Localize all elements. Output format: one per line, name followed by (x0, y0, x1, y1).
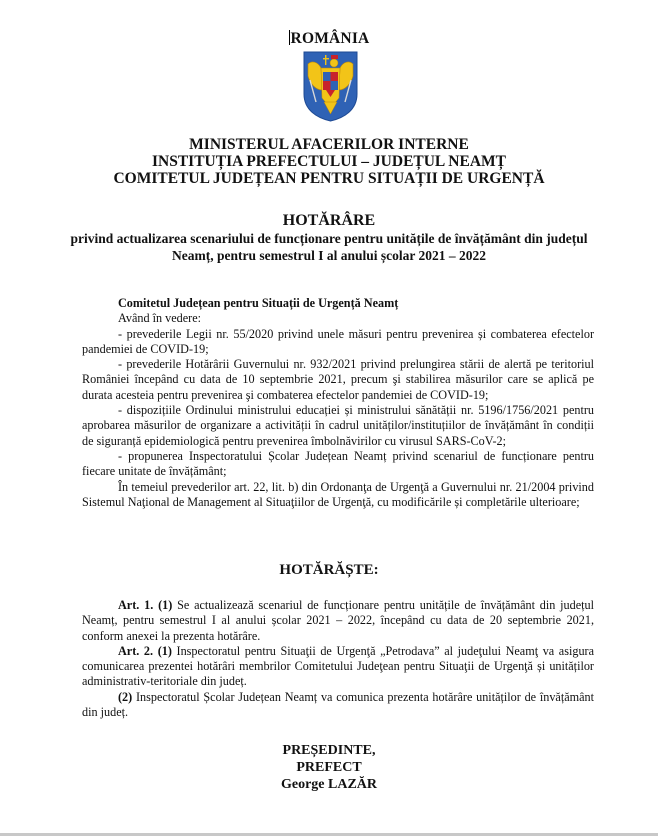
preamble (82, 296, 594, 510)
country-heading (0, 30, 658, 48)
paragraph-label: (1) (158, 598, 173, 612)
signatory-role: PREȘEDINTE, (282, 743, 376, 758)
signatory-name: George LAZĂR (280, 777, 378, 792)
articles (82, 598, 594, 720)
article-2 (82, 644, 594, 690)
preamble-item: - prevederile Hotărârii Guvernului nr. 932/2021 privind prelungirea stării de alertă pe teritoriul României începând cu data de 10 septembrie 2021, precum şi stabilirea măsurilor care se aplică pe durata acesteia pentru prevenirea şi combaterea efectelor pandemiei de COVID-19; (82, 357, 594, 402)
committee-line: COMITETUL JUDEȚEAN PENTRU SITUAȚII DE URGENȚĂ (113, 170, 545, 187)
article-text: Inspectoratul Școlar Județean Neamț va comunica prezenta hotărâre unităților de învățământ din județ. (82, 689, 594, 720)
article-2-paragraph-2 (82, 690, 594, 721)
article-1 (82, 598, 594, 644)
preamble-intro: Având în vedere: (118, 311, 202, 326)
legal-basis: În temeiul prevederilor art. 22, lit. b) din Ordonanţa de Urgenţă a Guvernului nr. 21/2004 privind Sistemul Naţional de Management al Situaţiilor de Urgenţă, cu modificările și completările ulterioare; (82, 479, 594, 509)
article-text: Inspectoratul pentru Situaţii de Urgenţă „Petrodava” al judeţului Neamţ va asigura comunicarea prezentei hotărâri membrilor Comitetului Judeţean pentru Situaţii de Urgenţă și unităților administrativ-teritoriale din județ. (82, 643, 594, 689)
institution-header (0, 136, 658, 187)
text-cursor (289, 30, 290, 45)
romania-coat-of-arms-icon (302, 50, 359, 122)
issuer-line: Comitetul Județean pentru Situații de Urgență Neamț (118, 296, 399, 310)
paragraph-label: (2) (118, 689, 133, 704)
preamble-item: - propunerea Inspectoratului Școlar Județean Neamț privind scenariul de funcționare pentru fiecare unitate de învățământ; (82, 448, 594, 479)
signatory-title: PREFECT (296, 760, 362, 775)
prefecture-line: INSTITUȚIA PREFECTULUI – JUDEȚUL NEAMȚ (152, 153, 506, 170)
article-label: Art. 2. (118, 643, 154, 658)
resolution-heading: HOTĂRĂȘTE: (279, 562, 379, 578)
decision-title: HOTĂRÂRE (282, 212, 376, 229)
ministry-line: MINISTERUL AFACERILOR INTERNE (189, 136, 469, 153)
country-name: ROMÂNIA (290, 30, 370, 47)
paragraph-label: (1) (157, 643, 172, 658)
decision-subtitle: privind actualizarea scenariului de funcționare pentru unitățile de învățământ din județul Neamț, pentru semestrul I al anului școlar 2021 – 2022 (70, 231, 588, 263)
signature-block (0, 742, 658, 793)
preamble-item: - dispozițiile Ordinului ministrului educației și ministrului sănătății nr. 5196/1756/2021 pentru aprobarea măsurilor de organizare a activității în cadrul unităților/instituțiilor de învățământ în condiții de siguranță epidemiologică pentru prevenirea îmbolnăvirilor cu virusul SARS-CoV-2; (82, 403, 594, 448)
article-label: Art. 1. (118, 598, 154, 612)
article-text: Se actualizează scenariul de funcționare pentru unitățile de învățământ din județul Neamț, pentru semestrul I al anului școlar 2021 – 2022, începând cu data de 20 septembrie 2021, conform anexei la prezenta hotărâre. (82, 598, 594, 643)
preamble-item: - prevederile Legii nr. 55/2020 privind unele măsuri pentru prevenirea și combaterea efectelor pandemiei de COVID-19; (82, 326, 594, 356)
